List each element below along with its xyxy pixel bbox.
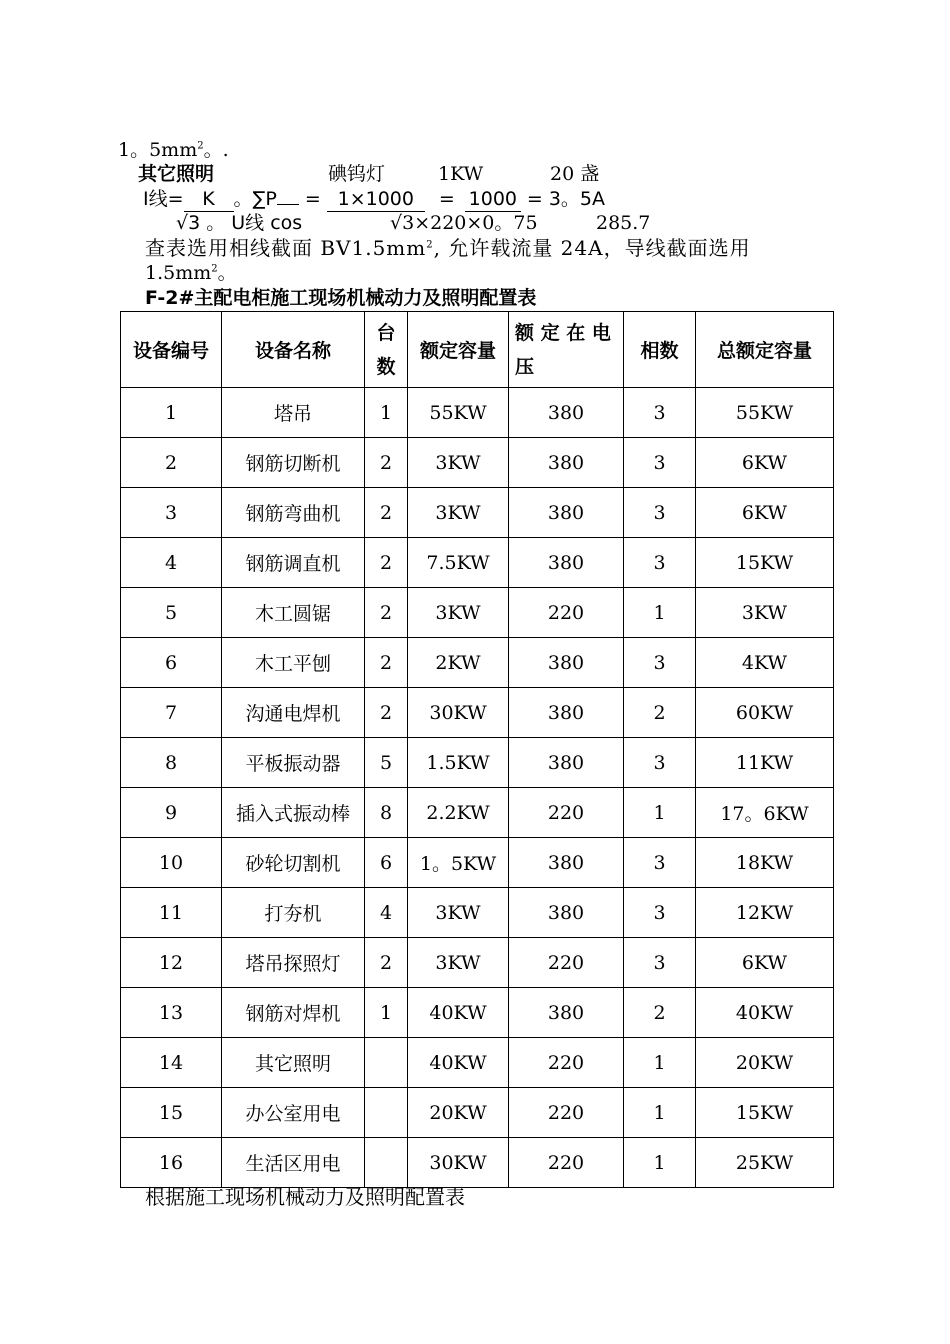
formula-num2: 1000 <box>465 187 521 212</box>
cell-phase: 3 <box>624 388 696 438</box>
cell-count: 6 <box>365 838 408 888</box>
formula-blank <box>277 204 299 205</box>
cell-phase: 3 <box>624 438 696 488</box>
table-row <box>121 788 834 838</box>
cell-phase: 3 <box>624 838 696 888</box>
formula-denominator-line <box>176 211 651 235</box>
formula-sum: 。∑P <box>233 188 277 210</box>
cell-total: 15KW <box>696 538 834 588</box>
cell-count: 2 <box>365 938 408 988</box>
cell-name: 钢筋弯曲机 <box>222 488 365 538</box>
cell-total: 6KW <box>696 938 834 988</box>
cell-phase: 2 <box>624 988 696 1038</box>
cell-total: 15KW <box>696 1088 834 1138</box>
cell-count: 5 <box>365 738 408 788</box>
cell-phase: 1 <box>624 1038 696 1088</box>
header-total: 总额定容量 <box>696 312 834 388</box>
other-lighting-power: 1KW <box>438 163 484 185</box>
check-line2-tail: 。 <box>217 262 237 284</box>
cell-count: 1 <box>365 988 408 1038</box>
table-row <box>121 588 834 638</box>
formula-eq1: = <box>304 188 321 210</box>
cell-voltage: 380 <box>509 888 624 938</box>
cell-count: 2 <box>365 438 408 488</box>
cell-name: 木工平刨 <box>222 638 365 688</box>
formula-k: K <box>184 187 234 212</box>
cell-voltage: 380 <box>509 638 624 688</box>
check-line2-text: 1.5mm <box>145 262 212 284</box>
header-voltage <box>509 312 624 388</box>
cell-rated: 2.2KW <box>408 788 509 838</box>
cell-voltage: 380 <box>509 988 624 1038</box>
cell-count: 2 <box>365 638 408 688</box>
cell-no: 15 <box>121 1088 222 1138</box>
footer-text: 根据施工现场机械动力及照明配置表 <box>145 1185 465 1209</box>
table-title: F-2#主配电柜施工现场机械动力及照明配置表 <box>145 287 537 309</box>
cell-total: 25KW <box>696 1138 834 1188</box>
cell-total: 18KW <box>696 838 834 888</box>
cell-total: 20KW <box>696 1038 834 1088</box>
header-count-b: 数 <box>376 355 396 378</box>
header-phase: 相数 <box>624 312 696 388</box>
cell-no: 9 <box>121 788 222 838</box>
check-tail: , 允许载流量 24A，导线截面选用 <box>433 236 751 260</box>
cell-rated: 30KW <box>408 1138 509 1188</box>
cell-phase: 1 <box>624 788 696 838</box>
cell-voltage: 380 <box>509 388 624 438</box>
cell-count: 2 <box>365 688 408 738</box>
cell-voltage: 380 <box>509 688 624 738</box>
check-line2-sup: 2 <box>211 263 218 275</box>
cell-count: 4 <box>365 888 408 938</box>
check-line-2 <box>145 261 237 285</box>
cell-phase: 3 <box>624 638 696 688</box>
cell-total: 12KW <box>696 888 834 938</box>
other-lighting-lamp: 碘钨灯 <box>328 163 386 185</box>
cell-phase: 3 <box>624 538 696 588</box>
cell-phase: 3 <box>624 488 696 538</box>
cell-voltage: 380 <box>509 438 624 488</box>
cell-rated: 40KW <box>408 988 509 1038</box>
formula-result: = 3。5A <box>526 188 606 210</box>
other-lighting-line <box>138 162 600 186</box>
header-name: 设备名称 <box>222 312 365 388</box>
table-row <box>121 888 834 938</box>
cell-voltage: 220 <box>509 588 624 638</box>
cell-voltage: 380 <box>509 738 624 788</box>
cell-name: 钢筋对焊机 <box>222 988 365 1038</box>
cell-name: 砂轮切割机 <box>222 838 365 888</box>
table-row <box>121 988 834 1038</box>
text-line-1 <box>118 138 229 162</box>
cell-count: 1 <box>365 388 408 438</box>
cell-name: 塔吊 <box>222 388 365 438</box>
cell-phase: 3 <box>624 888 696 938</box>
table-row <box>121 1088 834 1138</box>
check-line-text: 查表选用相线截面 BV1.5mm <box>145 236 427 260</box>
cell-name: 平板振动器 <box>222 738 365 788</box>
cell-name: 沟通电焊机 <box>222 688 365 738</box>
cell-total: 6KW <box>696 488 834 538</box>
cell-name: 其它照明 <box>222 1038 365 1088</box>
header-count <box>365 312 408 388</box>
cell-phase: 2 <box>624 688 696 738</box>
header-rated: 额定容量 <box>408 312 509 388</box>
table-row <box>121 1138 834 1188</box>
formula-den-right: 285.7 <box>596 212 651 234</box>
cell-rated: 3KW <box>408 488 509 538</box>
cell-total: 40KW <box>696 988 834 1038</box>
cell-voltage: 380 <box>509 538 624 588</box>
cell-no: 13 <box>121 988 222 1038</box>
cell-total: 6KW <box>696 438 834 488</box>
cell-name: 办公室用电 <box>222 1088 365 1138</box>
cell-no: 6 <box>121 638 222 688</box>
cell-phase: 1 <box>624 1088 696 1138</box>
cell-total: 4KW <box>696 638 834 688</box>
other-lighting-count: 20 盏 <box>550 163 600 185</box>
cell-rated: 3KW <box>408 438 509 488</box>
cell-no: 12 <box>121 938 222 988</box>
table-body <box>121 388 834 1188</box>
formula-eq2: = <box>438 188 455 210</box>
cell-rated: 30KW <box>408 688 509 738</box>
cell-rated: 3KW <box>408 588 509 638</box>
formula-num1: 1×1000 <box>327 187 425 212</box>
cell-name: 生活区用电 <box>222 1138 365 1188</box>
cell-no: 8 <box>121 738 222 788</box>
cell-voltage: 220 <box>509 938 624 988</box>
cell-voltage: 380 <box>509 838 624 888</box>
cell-phase: 3 <box>624 938 696 988</box>
line1-text: 1。5mm <box>118 139 198 161</box>
cell-rated: 1.5KW <box>408 738 509 788</box>
cell-name: 打夯机 <box>222 888 365 938</box>
cell-name: 钢筋切断机 <box>222 438 365 488</box>
cell-name: 塔吊探照灯 <box>222 938 365 988</box>
check-line <box>145 236 751 260</box>
cell-no: 2 <box>121 438 222 488</box>
cell-voltage: 220 <box>509 788 624 838</box>
cell-rated: 55KW <box>408 388 509 438</box>
cell-name: 钢筋调直机 <box>222 538 365 588</box>
cell-phase: 1 <box>624 588 696 638</box>
cell-count <box>365 1088 408 1138</box>
formula-i-prefix: I线= <box>143 188 184 210</box>
header-voltage-b: 压 <box>515 355 535 378</box>
cell-voltage: 380 <box>509 488 624 538</box>
cell-count: 2 <box>365 538 408 588</box>
cell-no: 14 <box>121 1038 222 1088</box>
cell-no: 3 <box>121 488 222 538</box>
header-no: 设备编号 <box>121 312 222 388</box>
cell-no: 7 <box>121 688 222 738</box>
cell-total: 3KW <box>696 588 834 638</box>
header-voltage-a: 额 定 在 电 <box>515 321 611 344</box>
table-row <box>121 438 834 488</box>
table-row <box>121 688 834 738</box>
cell-rated: 7.5KW <box>408 538 509 588</box>
table-row <box>121 938 834 988</box>
cell-no: 5 <box>121 588 222 638</box>
cell-voltage: 220 <box>509 1038 624 1088</box>
cell-no: 1 <box>121 388 222 438</box>
cell-phase: 1 <box>624 1138 696 1188</box>
line1-tail: 。. <box>203 139 229 161</box>
cell-no: 16 <box>121 1138 222 1188</box>
table-row <box>121 1038 834 1088</box>
cell-phase: 3 <box>624 738 696 788</box>
cell-no: 10 <box>121 838 222 888</box>
header-count-a: 台 <box>376 321 396 344</box>
cell-voltage: 220 <box>509 1138 624 1188</box>
table-row <box>121 388 834 438</box>
table-row <box>121 838 834 888</box>
cell-rated: 20KW <box>408 1088 509 1138</box>
table-row <box>121 738 834 788</box>
cell-count <box>365 1138 408 1188</box>
table-row <box>121 638 834 688</box>
table-row <box>121 488 834 538</box>
cell-no: 11 <box>121 888 222 938</box>
formula-den-left: √3 。 U线 cos <box>176 212 303 234</box>
cell-rated: 2KW <box>408 638 509 688</box>
cell-rated: 3KW <box>408 938 509 988</box>
cell-no: 4 <box>121 538 222 588</box>
cell-rated: 40KW <box>408 1038 509 1088</box>
cell-total: 17。6KW <box>696 788 834 838</box>
cell-name: 木工圆锯 <box>222 588 365 638</box>
table-header-row <box>121 312 834 388</box>
config-table <box>120 311 834 1188</box>
cell-voltage: 220 <box>509 1088 624 1138</box>
line1-sup: 2 <box>197 140 204 152</box>
formula-line <box>143 187 605 212</box>
cell-count: 2 <box>365 588 408 638</box>
cell-total: 11KW <box>696 738 834 788</box>
cell-count: 8 <box>365 788 408 838</box>
cell-rated: 1。5KW <box>408 838 509 888</box>
cell-count <box>365 1038 408 1088</box>
formula-den-mid: √3×220×0。75 <box>390 212 538 234</box>
cell-name: 插入式振动棒 <box>222 788 365 838</box>
cell-total: 55KW <box>696 388 834 438</box>
cell-count: 2 <box>365 488 408 538</box>
check-sup: 2 <box>426 239 434 251</box>
cell-total: 60KW <box>696 688 834 738</box>
other-lighting-label: 其它照明 <box>138 163 215 185</box>
table-row <box>121 538 834 588</box>
cell-rated: 3KW <box>408 888 509 938</box>
